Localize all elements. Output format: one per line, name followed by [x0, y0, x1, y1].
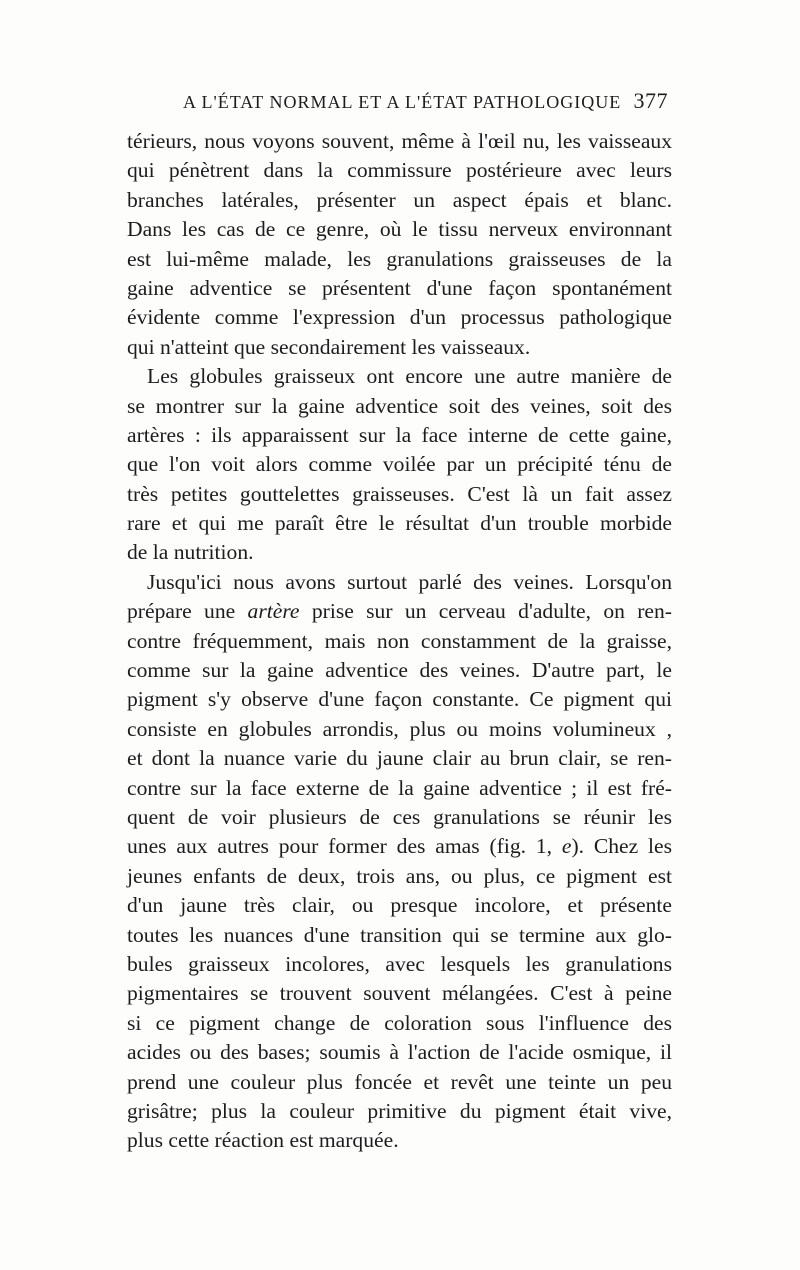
text-line: d'un jaune très clair, ou presque incolore, et présente: [127, 893, 672, 918]
text-line: de la nutrition.: [127, 540, 254, 565]
italic-term: artère: [247, 599, 300, 624]
text-line: pigment s'y observe d'une façon constante. Ce pigment qui: [127, 687, 672, 712]
text-line: prend une couleur plus foncée et revêt une teinte un peu: [127, 1069, 672, 1094]
text-line: se montrer sur la gaine adventice soit des veines, soit des: [127, 393, 672, 418]
italic-figure-ref: e: [561, 834, 572, 859]
text-line: Jusqu'ici nous avons surtout parlé des veines. Lorsqu'on: [147, 569, 672, 594]
text-segment: ). Chez les: [571, 834, 672, 859]
text-line: gaine adventice se présentent d'une façon spontanément: [127, 275, 672, 300]
text-line: et dont la nuance varie du jaune clair au brun clair, se ren-: [127, 746, 672, 771]
text-line: quent de voir plusieurs de ces granulations se réunir les: [127, 804, 672, 829]
text-line: [127, 832, 672, 861]
text-line: branches latérales, présenter un aspect épais et blanc.: [127, 187, 672, 212]
text-line: comme sur la gaine adventice des veines. D'autre part, le: [127, 658, 672, 683]
text-line: contre fréquemment, mais non constamment de la graisse,: [127, 628, 672, 653]
text-segment: prise sur un cerveau d'adulte, on ren-: [299, 599, 672, 624]
text-line: très petites gouttelettes graisseuses. C'est là un fait assez: [127, 481, 672, 506]
text-line: jeunes enfants de deux, trois ans, ou plus, ce pigment est: [127, 863, 672, 888]
text-segment: prépare une: [127, 599, 248, 624]
body-text: [127, 127, 672, 1156]
text-line: grisâtre; plus la couleur primitive du pigment était vive,: [127, 1098, 672, 1123]
text-line: évidente comme l'expression d'un processus pathologique: [127, 305, 672, 330]
running-title: A L'ÉTAT NORMAL ET A L'ÉTAT PATHOLOGIQUE: [183, 92, 622, 112]
text-line: que l'on voit alors comme voilée par un précipité ténu de: [127, 452, 672, 477]
text-line: térieurs, nous voyons souvent, même à l'œil nu, les vaisseaux: [127, 129, 672, 153]
text-line: est lui-même malade, les granulations graisseuses de la: [127, 246, 672, 271]
text-line: bules graisseux incolores, avec lesquels les granulations: [127, 951, 672, 976]
text-line: rare et qui me paraît être le résultat d'un trouble morbide: [127, 511, 672, 536]
text-line: acides ou des bases; soumis à l'action de l'acide osmique, il: [127, 1040, 672, 1065]
text-line: plus cette réaction est marquée.: [127, 1128, 399, 1153]
text-line: si ce pigment change de coloration sous l'influence des: [127, 1010, 672, 1035]
text-segment: unes aux autres pour former des amas (fig. 1,: [127, 834, 562, 859]
text-line: pigmentaires se trouvent souvent mélangées. C'est à peine: [127, 981, 672, 1006]
page-header: [183, 88, 668, 118]
text-line: toutes les nuances d'une transition qui se termine aux glo-: [127, 922, 672, 947]
page-number: 377: [633, 88, 668, 113]
text-line: contre sur la face externe de la gaine adventice ; il est fré-: [127, 775, 672, 800]
text-line: Les globules graisseux ont encore une autre manière de: [147, 364, 672, 389]
text-line: Dans les cas de ce genre, où le tissu nerveux environnant: [127, 217, 672, 242]
text-line: [127, 597, 672, 626]
text-line: qui pénètrent dans la commissure postérieure avec leurs: [127, 158, 672, 183]
text-line: qui n'atteint que secondairement les vaisseaux.: [127, 334, 531, 359]
text-line: artères : ils apparaissent sur la face interne de cette gaine,: [127, 422, 672, 447]
text-line: consiste en globules arrondis, plus ou moins volumineux ,: [127, 716, 672, 741]
